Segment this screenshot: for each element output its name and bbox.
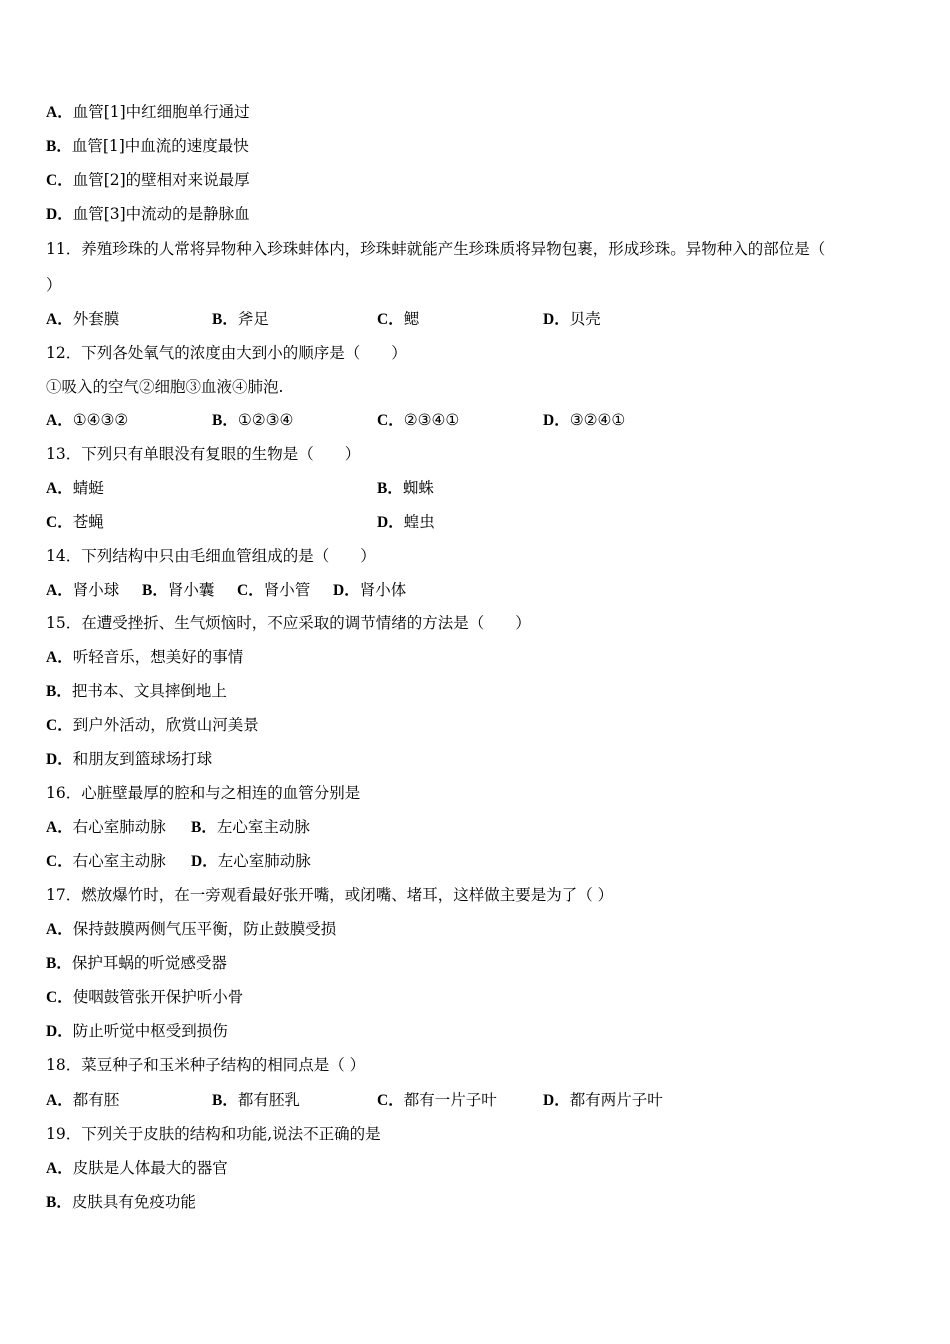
- q16-options-row2: [46, 851, 906, 871]
- q18-option-c: C．都有一片子叶: [377, 1091, 497, 1109]
- q12-option-a: A．①④③②: [46, 411, 129, 429]
- q11-option-b: B．斧足: [212, 310, 269, 328]
- q13-option-c: C．苍蝇: [46, 513, 104, 531]
- q11-options: [46, 309, 906, 329]
- q15-option-b: B．把书本、文具摔倒地上: [46, 682, 227, 700]
- q17-option-d: D．防止听觉中枢受到损伤: [46, 1022, 228, 1040]
- q17-option-b: B．保护耳蜗的听觉感受器: [46, 954, 227, 972]
- q11-option-c: C．鳃: [377, 310, 420, 328]
- q18-stem: 18．菜豆种子和玉米种子结构的相同点是（ ）: [46, 1056, 366, 1074]
- q13-options-row1: [46, 478, 906, 498]
- q13-option-a: A．蜻蜓: [46, 479, 104, 497]
- q15-stem: 15．在遭受挫折、生气烦恼时，不应采取的调节情绪的方法是（ ）: [46, 614, 531, 632]
- q16-stem: 16．心脏壁最厚的腔和与之相连的血管分别是: [46, 784, 361, 802]
- q19-stem: 19．下列关于皮肤的结构和功能,说法不正确的是: [46, 1125, 381, 1143]
- q13-stem: 13．下列只有单眼没有复眼的生物是（ ）: [46, 445, 361, 463]
- q19-option-a: A．皮肤是人体最大的器官: [46, 1159, 228, 1177]
- q11-option-d: D．贝壳: [543, 310, 601, 328]
- q12-stem: 12．下列各处氧气的浓度由大到小的顺序是（ ）: [46, 344, 407, 362]
- q17-stem: 17．燃放爆竹时，在一旁观看最好张开嘴，或闭嘴、堵耳，这样做主要是为了（ ）: [46, 886, 614, 904]
- q14-option-d: D．肾小体: [333, 581, 407, 599]
- q15-option-a: A．听轻音乐，想美好的事情: [46, 648, 244, 666]
- q14-option-b: B．肾小囊: [142, 581, 215, 599]
- q18-option-a: A．都有胚: [46, 1091, 120, 1109]
- q10-option-a: A．血管[1]中红细胞单行通过: [46, 103, 250, 121]
- q14-stem: 14．下列结构中只由毛细血管组成的是（ ）: [46, 547, 376, 565]
- q19-option-b: B．皮肤具有免疫功能: [46, 1193, 196, 1211]
- q12-option-d: D．③②④①: [543, 411, 626, 429]
- q12-subtext: ①吸入的空气②细胞③血液④肺泡.: [46, 378, 284, 396]
- q16-option-c: C．右心室主动脉: [46, 852, 166, 870]
- q11-stem-continued: ）: [46, 276, 62, 294]
- q13-option-b: B．蜘蛛: [377, 479, 434, 497]
- q15-option-c: C．到户外活动，欣赏山河美景: [46, 716, 259, 734]
- q11-stem: 11．养殖珍珠的人常将异物种入珍珠蚌体内，珍珠蚌就能产生珍珠质将异物包裹，形成珍珠。异物种入的部位是（: [46, 240, 826, 258]
- q12-option-b: B．①②③④: [212, 411, 294, 429]
- q16-options-row1: [46, 817, 906, 837]
- q10-option-d: D．血管[3]中流动的是静脉血: [46, 205, 250, 223]
- q14-options: [46, 580, 906, 600]
- q16-option-a: A．右心室肺动脉: [46, 818, 166, 836]
- q12-options: [46, 410, 906, 430]
- q17-option-c: C．使咽鼓管张开保护听小骨: [46, 988, 244, 1006]
- q14-option-a: A．肾小球: [46, 581, 120, 599]
- q10-option-b: B．血管[1]中血流的速度最快: [46, 137, 249, 155]
- q11-option-a: A．外套膜: [46, 310, 120, 328]
- q16-option-b: B．左心室主动脉: [191, 818, 310, 836]
- q12-option-c: C．②③④①: [377, 411, 460, 429]
- q17-option-a: A．保持鼓膜两侧气压平衡，防止鼓膜受损: [46, 920, 337, 938]
- q13-options-row2: [46, 512, 906, 532]
- q18-option-d: D．都有两片子叶: [543, 1091, 663, 1109]
- q16-option-d: D．左心室肺动脉: [191, 852, 311, 870]
- q18-option-b: B．都有胚乳: [212, 1091, 300, 1109]
- q18-options: [46, 1090, 906, 1110]
- q13-option-d: D．蝗虫: [377, 513, 435, 531]
- q14-option-c: C．肾小管: [237, 581, 311, 599]
- q10-option-c: C．血管[2]的壁相对来说最厚: [46, 171, 250, 189]
- q15-option-d: D．和朋友到篮球场打球: [46, 750, 213, 768]
